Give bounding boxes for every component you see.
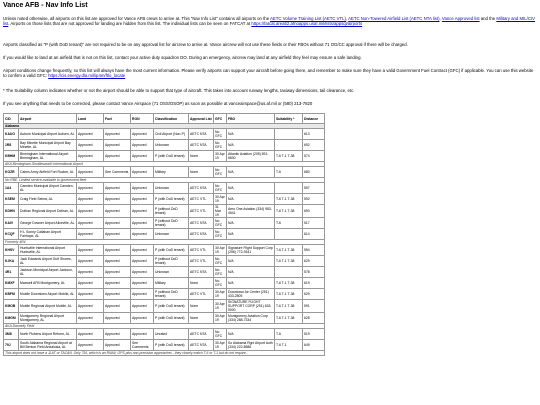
table-cell: KBFM <box>4 289 19 300</box>
table-cell: T-6 <box>275 167 303 178</box>
table-row <box>4 229 325 240</box>
table-cell: T-6 <box>275 329 303 340</box>
table-cell: Approved <box>77 218 104 229</box>
table-cell: Approved <box>104 313 131 324</box>
airport-table <box>3 113 325 356</box>
column-header: Suitability * <box>275 114 303 124</box>
table-row <box>4 194 325 205</box>
table-cell: Military <box>154 278 189 289</box>
intro-text-2: , <box>345 16 349 21</box>
table-cell: P (without DoD tenant) <box>154 218 189 229</box>
table-body <box>4 124 325 356</box>
table-cell: T-6 T-1 T-38 <box>275 245 303 256</box>
table-cell: Approved <box>77 194 104 205</box>
table-cell: Aero One Aviation (334) 983-4541 <box>227 205 275 218</box>
table-cell: 3M8 <box>4 329 19 340</box>
table-cell: 30 Apr 19 <box>215 195 225 203</box>
table-cell: N/A <box>227 267 275 278</box>
airport-note: AKA Birmingham-Shuttlesworth International Airport <box>4 162 325 167</box>
table-cell: Unknown <box>154 183 189 194</box>
table-cell: Jackson Municipal Airport Jackson, AL <box>19 267 77 278</box>
table-cell: 692 <box>303 140 325 151</box>
table-cell <box>275 140 303 151</box>
military-list-link[interactable]: Military and MIL/CIV list <box>3 16 535 27</box>
table-cell: Approved <box>104 218 131 229</box>
table-cell: 31 Mar 19 <box>214 205 227 218</box>
table-cell: 30 Apr 19 <box>215 341 225 349</box>
table-cell: N/A <box>227 329 275 340</box>
airport-note: AKA Dannelly Field <box>4 324 325 329</box>
table-cell: Military <box>154 167 189 178</box>
intro-text-1: Unless noted otherwise, all airports on this list are approved for Vance AFB crews to arrive at. This "Nav Info List" contains all airports on the <box>3 16 271 21</box>
table-cell: AETC NTA <box>189 129 214 140</box>
table-cell: 1A4 <box>4 183 19 194</box>
table-cell: 680 <box>303 167 325 178</box>
table-cell: AETC NTA <box>189 340 214 351</box>
table-cell: Approved <box>131 205 154 218</box>
table-cell: P (with DoD tenant) <box>154 194 189 205</box>
column-header: Classification <box>154 114 189 124</box>
table-row <box>4 278 325 289</box>
table-cell: Approved <box>131 229 154 240</box>
table-cell: Craig Field Selma, AL <box>19 194 77 205</box>
table-cell: Cairns Army Airfield Fort Rucker, AL <box>19 167 77 178</box>
table-cell: Approved <box>104 340 131 351</box>
table-cell: Approved <box>131 140 154 151</box>
table-cell: 30 Apr 19 <box>214 300 227 313</box>
table-cell: N/A <box>227 140 275 151</box>
table-cell: Approved <box>104 256 131 267</box>
table-cell: Camden Municipal Airport Camden, AL <box>19 183 77 194</box>
table-cell: T-6 T-1 T-38 <box>275 300 303 313</box>
table-cell: KAUO <box>4 129 19 140</box>
table-cell: Bay Minette Municipal Airport Bay Minette, AL <box>19 140 77 151</box>
table-cell: N/A <box>227 194 275 205</box>
table-cell: See Comments <box>104 167 131 178</box>
table-cell: Approved <box>131 289 154 300</box>
column-header: GFC <box>214 114 227 124</box>
table-cell: Approved <box>104 267 131 278</box>
table-cell: T-6 T-1 T-38 <box>275 256 303 267</box>
table-cell: KSEM <box>4 194 19 205</box>
table-cell: AETC VTL <box>189 256 214 267</box>
table-cell: T-6 <box>275 218 303 229</box>
table-cell: N/A <box>227 167 275 178</box>
table-cell: Approved <box>77 313 104 324</box>
table-cell: Approved <box>104 140 131 151</box>
table-cell: Approved <box>104 329 131 340</box>
table-cell: No GFC <box>214 256 227 267</box>
table-cell: N/A <box>227 218 275 229</box>
table-cell: 690 <box>303 205 325 218</box>
table-cell: Approved <box>104 245 131 256</box>
table-cell: No GFC <box>214 218 227 229</box>
table-cell: Unknown <box>154 267 189 278</box>
conditions-paragraph <box>3 68 536 78</box>
table-cell: 629 <box>303 289 325 300</box>
table-row <box>4 218 325 229</box>
column-header: Fuel <box>104 114 131 124</box>
table-cell: KDHN <box>4 205 19 218</box>
conditions-text: Airport conditions change frequently, so this list will always have the most current information. Please verify airports can support your aircraft before going there, and remember to make sure they have a valid Government Fuel Contract (GFC) if applicable. You can use this website to confirm a valid GFC: <box>3 68 534 79</box>
table-row <box>4 329 325 340</box>
airport-note: This airport does not have a JLAT or TACAN. Only 79J, which is an RNAV, GPS plus non-precision approaches - they closely match T-6 or T-1 but do not require... <box>4 351 325 356</box>
table-row <box>4 300 325 313</box>
table-cell: 519 <box>303 329 325 340</box>
table-cell: 30 Apr 19 <box>215 152 225 160</box>
table-cell <box>275 183 303 194</box>
table-cell: Approved <box>104 151 131 162</box>
column-header: RON <box>131 114 154 124</box>
table-cell: Approved <box>77 229 104 240</box>
table-cell: George Downer Airport Aliceville, AL <box>19 218 77 229</box>
page-title: Vance AFB - Nav Info List <box>3 2 88 9</box>
column-header: Approval List <box>189 114 214 124</box>
table-cell: AETC NTA <box>189 183 214 194</box>
table-cell: Approved <box>77 289 104 300</box>
table-cell: SIGNATURE FLIGHT SUPPORT CORP (251) 633-5000 <box>227 300 275 313</box>
intro-text-3: , <box>439 16 442 21</box>
dod-tenant-paragraph: Airports classified as "P (with DoD tenant)" are not required to be on any approval list for aircrew to arrive at. Vance aircrew will not use these fields or their FBOs without 71 OG/CC approval if there will be charged. <box>3 42 408 47</box>
table-cell: Approved <box>131 313 154 324</box>
table-cell: 649 <box>303 340 325 351</box>
table-cell: T-6 T-1 T-38 <box>275 205 303 218</box>
column-header: FBO <box>227 114 275 124</box>
table-cell: Approved <box>131 218 154 229</box>
table-cell: Dothan Regional Airport Dothan, AL <box>19 205 77 218</box>
table-cell: Unknown <box>154 229 189 240</box>
table-cell <box>275 267 303 278</box>
table-cell: Approved <box>104 278 131 289</box>
table-cell: P (without DoD tenant) <box>154 205 189 218</box>
table-cell: Approved <box>131 278 154 289</box>
table-cell: No GFC <box>214 278 227 289</box>
table-cell: AETC NTA <box>189 229 214 240</box>
table-cell: Maxwell AFB Montgomery, AL <box>19 278 77 289</box>
table-cell: P (with DoD tenant) <box>154 300 189 313</box>
table-row <box>4 245 325 256</box>
table-row <box>4 129 325 140</box>
table-cell: Approved <box>131 267 154 278</box>
table-cell: No GFC <box>214 183 227 194</box>
table-cell <box>275 229 303 240</box>
table-cell: 578 <box>303 267 325 278</box>
table-cell: AETC NTA <box>189 218 214 229</box>
table-cell: Approved <box>77 278 104 289</box>
table-cell: KOZR <box>4 167 19 178</box>
table-cell: AETC VTL <box>189 245 214 256</box>
table-cell: N/A <box>227 256 275 267</box>
table-cell: Approved <box>131 194 154 205</box>
table-cell: KAIV <box>4 218 19 229</box>
table-cell: Approved <box>131 245 154 256</box>
table-cell: See Comments <box>131 340 154 351</box>
table-cell: 574 <box>303 151 325 162</box>
airport-note: No RBE. Limited service available to government fleet. <box>4 178 325 183</box>
aetc-nta-link[interactable]: AETC Non-Towered Airfield List (AETC NTA list) <box>348 16 440 21</box>
table-cell: Approved <box>77 140 104 151</box>
table-cell: KHSV <box>4 245 19 256</box>
state-name: Alabama <box>4 124 325 129</box>
table-row <box>4 151 325 162</box>
table-cell: KBHM <box>4 151 19 162</box>
table-cell: 591 <box>303 300 325 313</box>
airport-note: Formerly 4R4 <box>4 240 325 245</box>
table-cell: Approved <box>77 329 104 340</box>
table-cell: No GFC <box>214 129 227 140</box>
table-row <box>4 267 325 278</box>
table-cell: Approved <box>104 205 131 218</box>
table-cell: 619 <box>303 278 325 289</box>
table-cell: Approved <box>131 300 154 313</box>
table-cell: Approved <box>131 256 154 267</box>
table-cell: None <box>189 313 214 324</box>
table-row <box>4 140 325 151</box>
aetc-vtl-link[interactable]: AETC Volume Training List (AETC VTL) <box>270 16 346 21</box>
column-header: Distance <box>303 114 325 124</box>
table-cell: 79J <box>4 340 19 351</box>
table-cell: None <box>189 300 214 313</box>
table-row <box>4 256 325 267</box>
vance-approved-link[interactable]: Vance Approved list <box>441 16 480 21</box>
table-cell: N/A <box>227 129 275 140</box>
table-cell: T-6 T-1 <box>275 340 303 351</box>
table-cell: 30 Apr 19 <box>215 290 225 298</box>
table-cell: P (without DoD tenant) <box>154 256 189 267</box>
table-cell: 614 <box>303 229 325 240</box>
table-cell: Approved <box>131 329 154 340</box>
table-cell: Civil Airport (Non-P) <box>154 129 189 140</box>
column-header: Land <box>77 114 104 124</box>
table-cell: N/A <box>227 278 275 289</box>
table-cell: North Pickens Airport Reform, AL <box>19 329 77 340</box>
unlisted-airfield-paragraph: If you would like to land at an airfield that is not on this list, contact your active duty squadron DO. During an emergency, aircrew may land at any airfield they feel may ensure a safe landing. <box>3 55 362 60</box>
table-cell: Approved <box>104 289 131 300</box>
table-cell: Jack Edwards Airport Gulf Shores, AL <box>19 256 77 267</box>
table-row <box>4 340 325 351</box>
table-cell: Approved <box>131 129 154 140</box>
table-cell: Approved <box>77 256 104 267</box>
table-cell: Mobile Regional Airport Mobile, AL <box>19 300 77 313</box>
table-cell: N/A <box>227 183 275 194</box>
table-cell: KCQF <box>4 229 19 240</box>
table-cell: 597 <box>303 183 325 194</box>
table-cell: Approved <box>77 183 104 194</box>
table-cell: Unrated <box>154 329 189 340</box>
table-cell: AETC NTA <box>189 329 214 340</box>
table-cell: KMXF <box>4 278 19 289</box>
table-cell: Mobile Downtown Airport Mobile, AL <box>19 289 77 300</box>
table-cell: Birmingham International Airport Birmingham, AL <box>19 151 77 162</box>
table-cell: Approved <box>77 267 104 278</box>
table-cell: KMGM <box>4 313 19 324</box>
table-cell: 554 <box>303 245 325 256</box>
table-cell: Montgomery Regional Airport Montgomery, AL <box>19 313 77 324</box>
contact-paragraph: If you see anything that needs to be corrected, please contact Vance Airspace (71 OSS/OSOP) as soon as possible at vanceairspace@us.af.mil or (580) 213-7820 <box>3 101 313 106</box>
table-cell: Approved <box>77 300 104 313</box>
table-cell: 4R1 <box>4 267 19 278</box>
table-header-row <box>4 114 325 124</box>
table-cell: 1R8 <box>4 140 19 151</box>
table-cell: AETC VTL <box>189 194 214 205</box>
table-cell: No GFC <box>214 267 227 278</box>
table-cell: P (with DoD tenant) <box>154 245 189 256</box>
table-cell: South Alabama Regional Airport at Bill Benton Field Andalusia, AL <box>19 340 77 351</box>
table-cell: T-6 T-1 T-38 <box>275 313 303 324</box>
table-cell: 30 Apr 19 <box>215 314 225 322</box>
table-cell: 613 <box>303 129 325 140</box>
table-cell: 629 <box>303 256 325 267</box>
gfc-link[interactable]: https://cis.energy.dla.mil/ip4m/ftlo_locate <box>48 73 126 79</box>
table-row <box>4 183 325 194</box>
table-cell: P (with DoD tenant) <box>154 313 189 324</box>
table-row <box>4 205 325 218</box>
table-cell: Approved <box>131 183 154 194</box>
table-cell: AETC NTA <box>189 140 214 151</box>
intro-text-4: and the <box>479 16 497 21</box>
table-cell: Montgomery Aviation Corp (334) 288-7334 <box>227 313 275 324</box>
table-cell: Signature Flight Support Corp (256) 772-9341 <box>228 246 273 254</box>
table-cell: No GFC <box>214 167 227 178</box>
table-cell <box>275 129 303 140</box>
table-cell: Approved <box>131 167 154 178</box>
table-cell: Atlantic Aviation (205) 591-6830 <box>227 151 275 162</box>
table-cell: Approved <box>77 129 104 140</box>
table-cell: Approved <box>104 194 131 205</box>
table-cell: T-6 T-1 T-38 <box>275 194 303 205</box>
table-cell: 592 <box>303 194 325 205</box>
table-cell: So Alabama Rgnl Airport Auth (334) 222-8586 <box>228 341 273 349</box>
table-cell: P (with DoD tenant) <box>154 151 189 162</box>
table-cell: Downtown Air Center (251) 433-2805 <box>227 289 275 300</box>
table-cell: T-6 T-1 T-38 <box>275 278 303 289</box>
table-cell: T-6 T-1 T-38 <box>275 151 303 162</box>
table-cell: KMOB <box>4 300 19 313</box>
table-row <box>4 313 325 324</box>
table-cell: P (with DoD tenant) <box>154 340 189 351</box>
table-cell: Approved <box>77 151 104 162</box>
table-cell: KJKA <box>4 256 19 267</box>
intro-paragraph <box>3 16 536 26</box>
table-cell: Approved <box>77 205 104 218</box>
fatcat-link[interactable]: https://fatcat.area52.afnoapps.usaf.mil/lists/appsql/airports <box>251 21 363 27</box>
table-row <box>4 289 325 300</box>
column-header: Airport <box>19 114 77 124</box>
table-cell: None <box>189 151 214 162</box>
table-cell: AETC VTL <box>189 289 214 300</box>
table-cell: Approved <box>104 183 131 194</box>
table-cell: N/A <box>227 229 275 240</box>
suitability-note: * The Suitability column indicates whether or not the airport should be able to support that type of aircraft. This takes into account runway lengths, taxiway dimensions, tail clearance, etc. <box>3 88 355 93</box>
table-cell: Approved <box>104 229 131 240</box>
table-cell: Approved <box>77 167 104 178</box>
table-cell: H L Sonny Callahan Airport Fairhope, AL <box>19 229 77 240</box>
table-cell: Unknown <box>154 140 189 151</box>
table-cell: 628 <box>303 313 325 324</box>
table-cell: AETC VTL <box>189 205 214 218</box>
table-cell: Approved <box>131 151 154 162</box>
table-cell: No GFC <box>214 229 227 240</box>
table-cell: No GFC <box>214 329 227 340</box>
table-cell: Auburn Municipal Airport Auburn, AL <box>19 129 77 140</box>
table-cell: P (without DoD tenant) <box>154 289 189 300</box>
table-cell: Approved <box>77 245 104 256</box>
table-cell: Huntsville International Airport Huntsville, AL <box>19 245 77 256</box>
table-cell: 517 <box>303 218 325 229</box>
table-row <box>4 167 325 178</box>
table-cell: T-6 T-1 T-38 <box>275 289 303 300</box>
note-row <box>4 351 325 356</box>
table-cell: None <box>189 167 214 178</box>
intro-text-5: . Airports on those lists that are not approved for landing are hidden from this list. The individual lists can be seen on FATCAT at <box>8 21 252 27</box>
column-header: CID <box>4 114 19 124</box>
table-cell: Approved <box>104 129 131 140</box>
table-cell: Approved <box>104 300 131 313</box>
table-cell: No GFC <box>214 140 227 151</box>
table-cell: None <box>189 278 214 289</box>
table-cell: Approved <box>77 340 104 351</box>
table-cell: AETC NTA <box>189 267 214 278</box>
table-cell: 30 Apr 19 <box>215 246 225 254</box>
